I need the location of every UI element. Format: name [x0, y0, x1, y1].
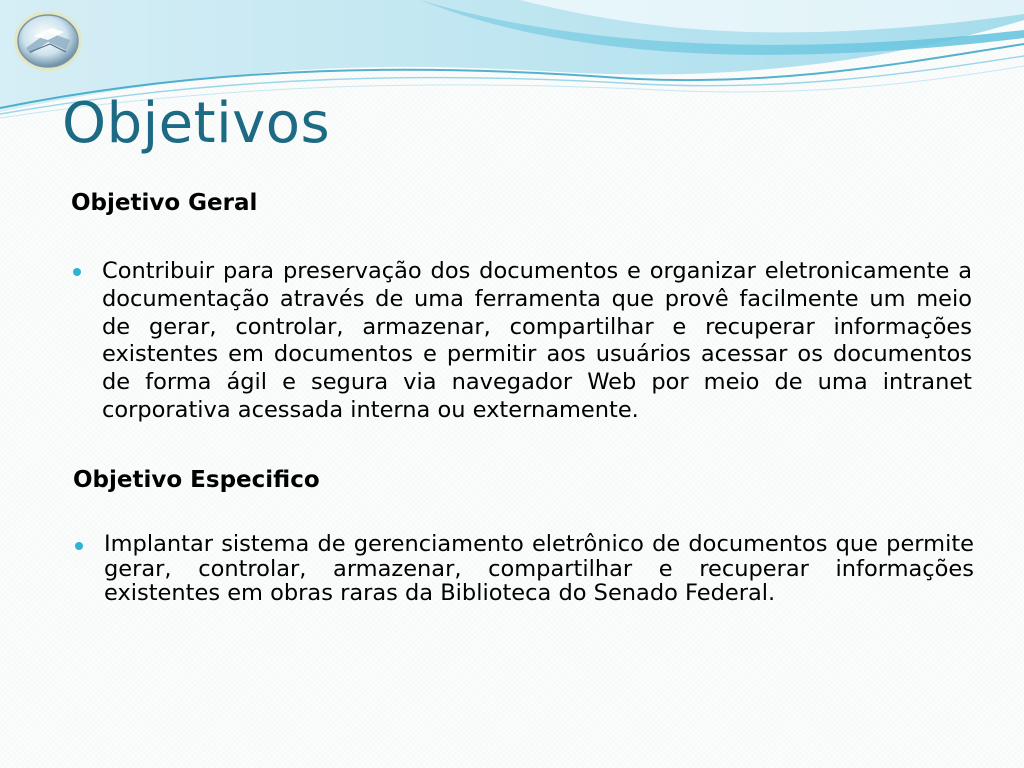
section-heading-objetivo-geral: Objetivo Geral: [71, 190, 258, 216]
bullet-text-objetivo-geral: Contribuir para preservação dos documentos e organizar eletronicamente a documentação através de uma ferramenta que provê facilmente um meio de gerar, controlar, armazenar, compartilhar e recuperar informações existentes em documentos e permitir aos usuários acessar os documentos de forma ágil e segura via navegador Web por meio de uma intranet corporativa acessada interna ou externamente.: [102, 258, 972, 423]
bullet-objetivo-especifico: [72, 532, 974, 606]
bullet-objetivo-geral: [70, 258, 972, 425]
bullet-dot-icon: [73, 268, 81, 276]
bullet-text-objetivo-especifico: Implantar sistema de gerenciamento eletrônico de documentos que permite gerar, controlar, armazenar, compartilhar e recuperar informações existentes em obras raras da Biblioteca do Senado Federal.: [104, 531, 974, 606]
bullet-dot-icon: [75, 542, 83, 550]
section-heading-objetivo-especifico: Objetivo Especifico: [73, 467, 320, 493]
slide-title: Objetivos: [62, 91, 331, 156]
institution-logo-icon: [8, 6, 88, 74]
